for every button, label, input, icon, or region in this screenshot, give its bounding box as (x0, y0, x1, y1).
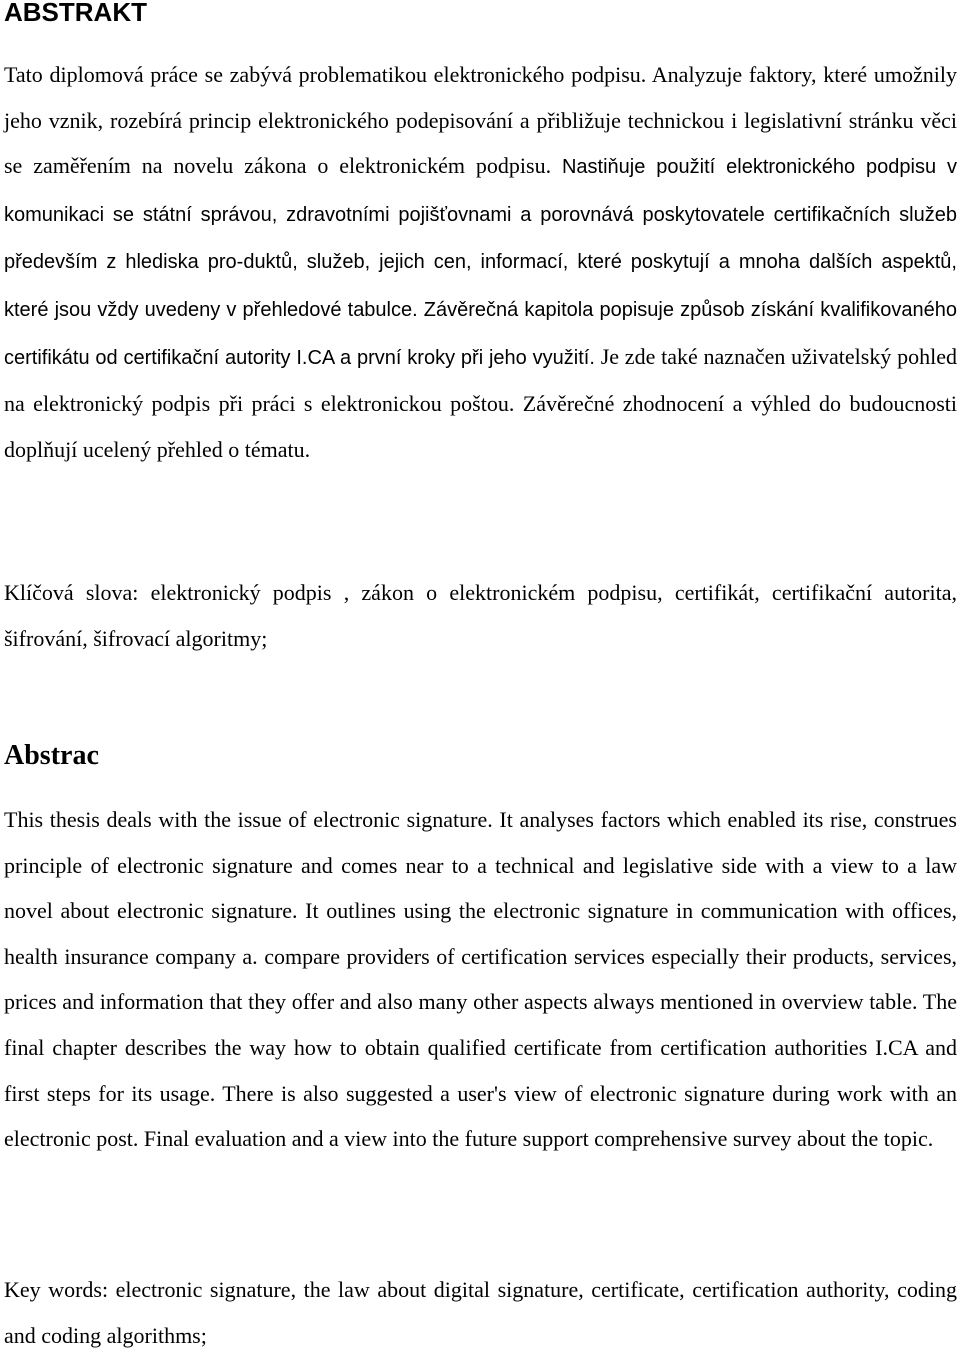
czech-abstract-heading: ABSTRAKT (4, 0, 147, 27)
czech-abstract-paragraph (4, 52, 957, 472)
english-abstract-heading: Abstrac (4, 740, 99, 771)
czech-abstract-part3: Je zde také naznačen uživatelský pohled na elektronický podpis při práci s elektronickou poštou. Závěrečné zhodnocení a výhled do budoucnosti doplňují ucelený přehled o tématu. (4, 343, 958, 462)
english-keywords: Key words: electronic signature, the law about digital signature, certificate, certification authority, coding and coding algorithms; (4, 1277, 957, 1348)
czech-abstract-part2: Nastiňuje použití elektronického podpisu v komunikaci se státní správou, zdravotními pojišťovnami a porovnává poskytovatele certifikačních služeb především z hlediska pro-duktů, služeb, jejich cen, informací, které poskytují a mnoha dalších aspektů, které jsou vždy uvedeny v přehledové tabulce. Závěrečná kapitola popisuje způsob získání kvalifikovaného certifikátu od certifikační autority I.CA a první kroky při jeho využití. (4, 156, 958, 369)
english-abstract-paragraph: This thesis deals with the issue of electronic signature. It analyses factors which enabled its rise, construes principle of electronic signature and comes near to a technical and legislative side with a view to a law novel about electronic signature. It outlines using the electronic signature in communication with offices, health insurance company a. compare providers of certification services especially their products, services, prices and information that they offer and also many other aspects always mentioned in overview table. The final chapter describes the way how to obtain qualified certificate from certification authorities I.CA and first steps for its usage. There is also suggested a user's view of electronic signature during work with an electronic post. Final evaluation and a view into the future support comprehensive survey about the topic. (4, 807, 957, 1152)
czech-keywords: Klíčová slova: elektronický podpis , zákon o elektronickém podpisu, certifikát, certifikační autorita, šifrování, šifrovací algoritmy; (4, 580, 957, 651)
czech-abstract-part1: Tato diplomová práce se zabývá problematikou elektronického podpisu. Analyzuje faktory, které umožnily jeho vznik, rozebírá princip elektronického podepisování a přibližuje technickou i legislativní stránku věci se zaměřením na novelu zákona o elektronickém podpisu. (4, 62, 957, 179)
